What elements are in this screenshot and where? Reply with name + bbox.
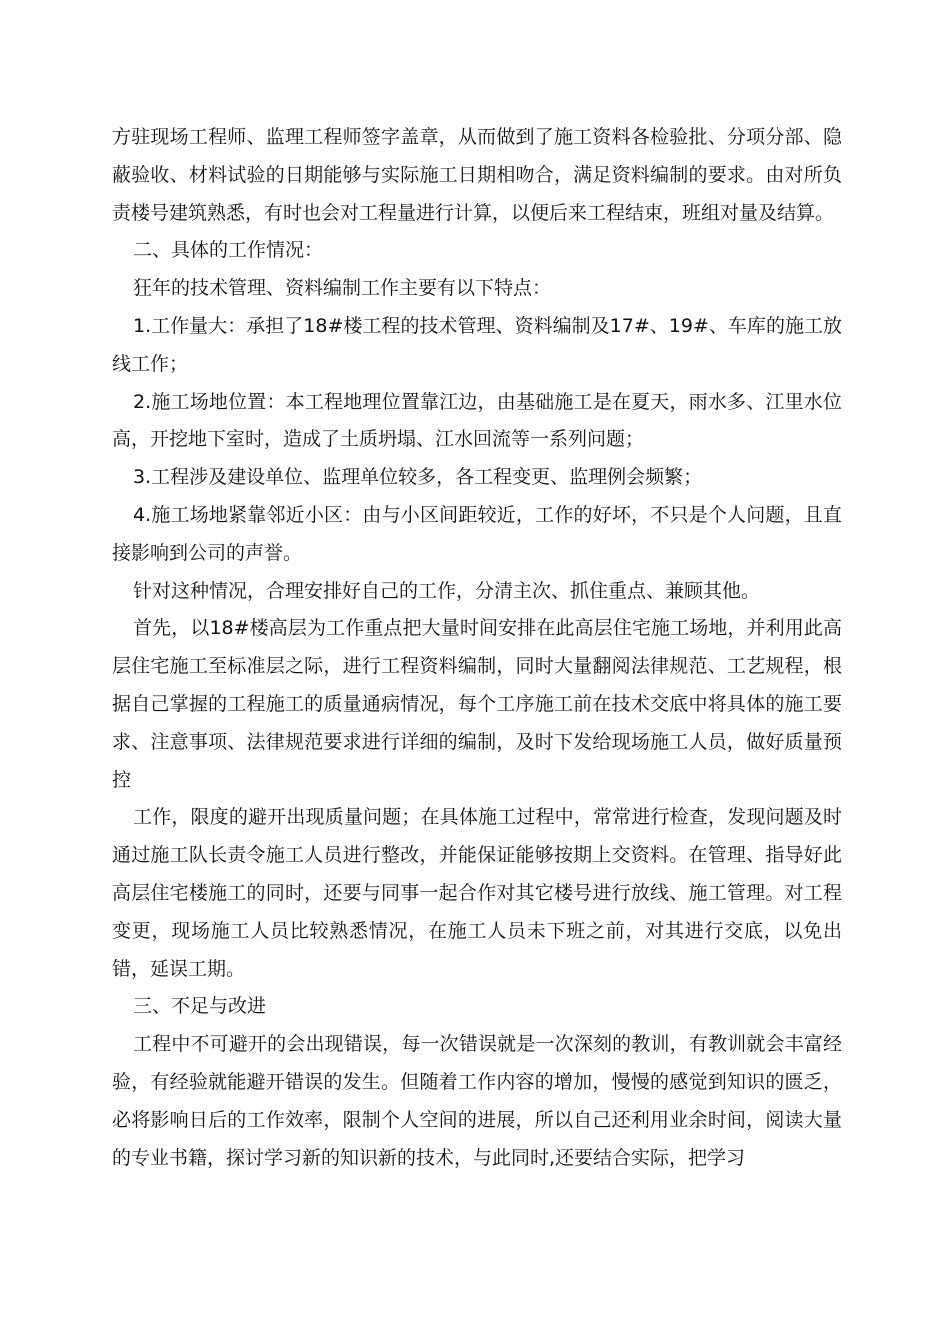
body-paragraph: 狂年的技术管理、资料编制工作主要有以下特点： — [133, 277, 552, 300]
section-heading-3: 三、不足与改进 — [133, 995, 267, 1018]
list-item: 4.施工场地紧靠邻近小区：由与小区间距较近，工作的好坏，不只是个人问题，且直接影响到公司的声誉。 — [112, 503, 842, 564]
list-item: 2.施工场地位置：本工程地理位置靠江边，由基础施工是在夏天，雨水多、江里水位高，开挖地下室时，造成了土质坍塌、江水回流等一系列问题； — [112, 390, 842, 451]
body-paragraph: 方驻现场工程师、监理工程师签字盖章，从而做到了施工资料各检验批、分项分部、隐蔽验收、材料试验的日期能够与实际施工日期相吻合，满足资料编制的要求。由对所负责楼号建筑熟悉，有时也会对工程量进行计算，以便后来工程结束，班组对量及结算。 — [112, 126, 842, 224]
body-paragraph: 工作，限度的避开出现质量问题；在具体施工过程中，常常进行检查，发现问题及时通过施工队长责令施工人员进行整改，并能保证能够按期上交资料。在管理、指导好此高层住宅楼施工的同时，还要与同事一起合作对其它楼号进行放线、施工管理。对工程变更，现场施工人员比较熟悉情况，在施工人员未下班之前，对其进行交底，以免出错，延误工期。 — [112, 806, 842, 980]
document-page — [112, 119, 842, 1177]
list-item: 3.工程涉及建设单位、监理单位较多，各工程变更、监理例会频繁； — [133, 466, 703, 489]
body-paragraph: 针对这种情况，合理安排好自己的工作，分清主次、抓住重点、兼顾其他。 — [133, 579, 761, 602]
list-item: 1.工作量大：承担了18#楼工程的技术管理、资料编制及17#、19#、车库的施工放线工作； — [112, 314, 842, 375]
body-paragraph: 工程中不可避开的会出现错误，每一次错误就是一次深刻的教训，有教训就会丰富经验，有经验就能避开错误的发生。但随着工作内容的增加，慢慢的感觉到知识的匮乏，必将影响日后的工作效率，限制个人空间的进展，所以自己还利用业余时间，阅读大量的专业书籍，探讨学习新的知识新的技术，与此同时,还要结合实际，把学习 — [112, 1033, 842, 1169]
section-heading-2: 二、具体的工作情况： — [133, 239, 324, 262]
body-paragraph: 首先，以18#楼高层为工作重点把大量时间安排在此高层住宅施工场地，并利用此高层住宅施工至标准层之际，进行工程资料编制，同时大量翻阅法律规范、工艺规程，根据自己掌握的工程施工的质量通病情况，每个工序施工前在技术交底中将具体的施工要求、注意事项、法律规范要求进行详细的编制，及时下发给现场施工人员，做好质量预控 — [112, 617, 842, 791]
